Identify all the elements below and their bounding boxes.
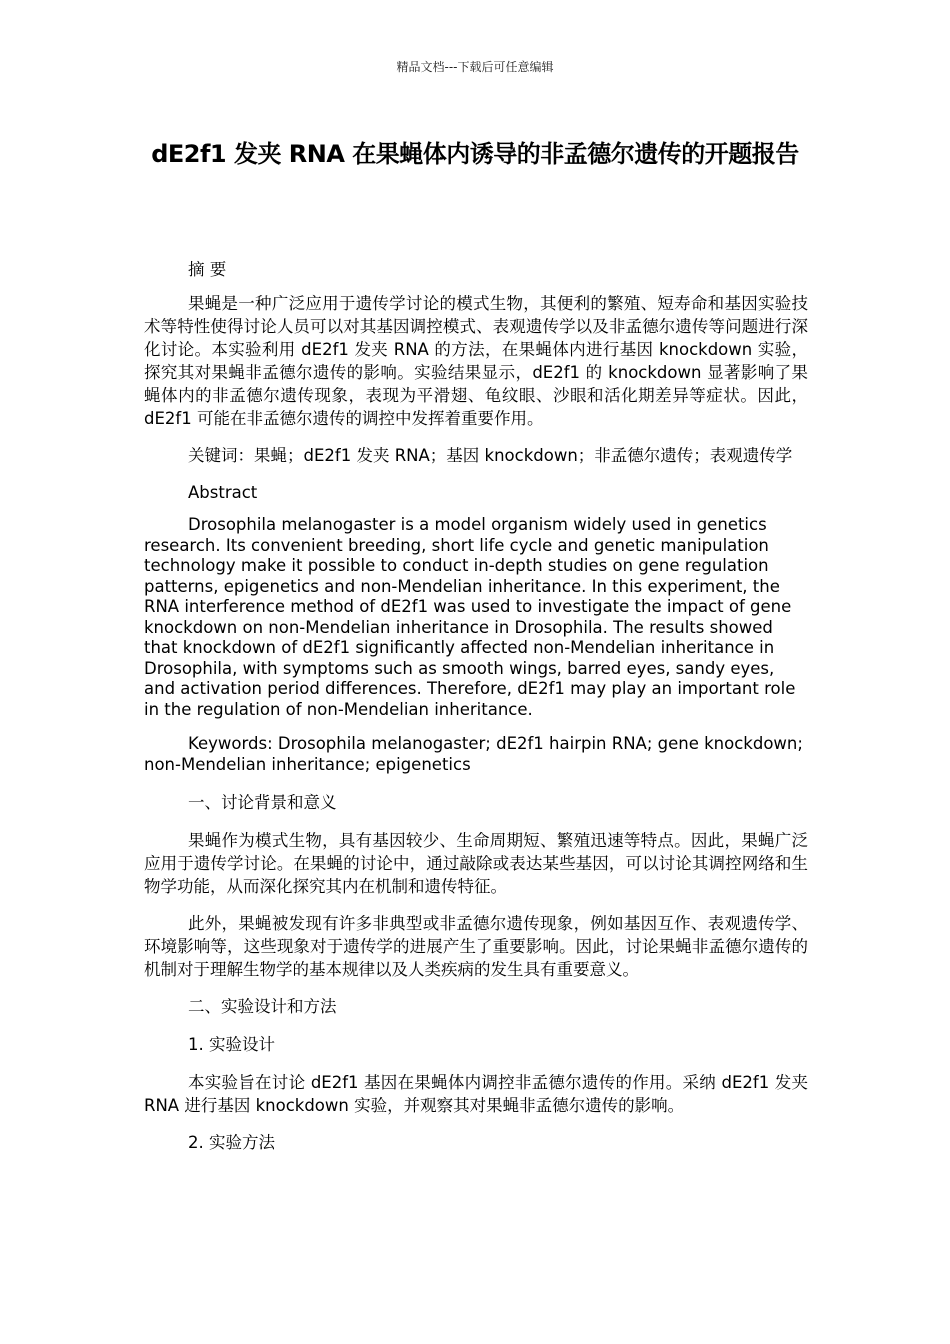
section2-sub2-heading: 2. 实验方法: [188, 1133, 275, 1152]
abstract-en-heading: Abstract: [188, 483, 258, 502]
section2-sub1-heading: 1. 实验设计: [188, 1035, 275, 1054]
document-title: dE2f1 发夹 RNA 在果蝇体内诱导的非孟德尔遗传的开题报告: [151, 140, 799, 168]
section1-para1: 果蝇作为模式生物，具有基因较少、生命周期短、繁殖迅速等特点。因此，果蝇广泛应用于遗传学讨论。在果蝇的讨论中，通过敲除或表达某些基因，可以讨论其调控网络和生物学功能，从而深化探究其内在机制和遗传特征。: [144, 831, 808, 896]
section2-sub1-body: 本实验旨在讨论 dE2f1 基因在果蝇体内调控非孟德尔遗传的作用。采纳 dE2f1 发夹 RNA 进行基因 knockdown 实验，并观察其对果蝇非孟德尔遗传的影响。: [144, 1073, 808, 1115]
abstract-cn-body: 果蝇是一种广泛应用于遗传学讨论的模式生物，其便利的繁殖、短寿命和基因实验技术等特性使得讨论人员可以对其基因调控模式、表观遗传学以及非孟德尔遗传等问题进行深化讨论。本实验利用 dE2f1 发夹 RNA 的方法，在果蝇体内进行基因 knockdown 实验，探究其对果蝇非孟德尔遗传的影响。实验结果显示，dE2f1 的 knockdown 显著影响了果蝇体内的非孟德尔遗传现象，表现为平滑翅、龟纹眼、沙眼和活化期差异等症状。因此，dE2f1 可能在非孟德尔遗传的调控中发挥着重要作用。: [144, 294, 808, 428]
abstract-cn-keywords: 关键词：果蝇；dE2f1 发夹 RNA；基因 knockdown；非孟德尔遗传；表观遗传学: [188, 446, 793, 465]
abstract-en-body: Drosophila melanogaster is a model organism widely used in genetics research. Its convenient breeding, short life cycle and genetic manipulation technology make it possible to conduct in-depth studies on gene regulation patterns, epigenetics and non-Mendelian inheritance. In this experiment, the RNA interference method of dE2f1 was used to investigate the impact of gene knockdown on non-Mendelian inheritance in Drosophila. The results showed that knockdown of dE2f1 significantly affected non-Mendelian inheritance in Drosophila, with symptoms such as smooth wings, barred eyes, sandy eyes, and activation period differences. Therefore, dE2f1 may play an important role in the regulation of non-Mendelian inheritance.: [144, 515, 796, 719]
abstract-en-keywords: Keywords: Drosophila melanogaster; dE2f1 hairpin RNA; gene knockdown; non-Mendelian inheritance; epigenetics: [144, 734, 803, 774]
section1-heading: 一、讨论背景和意义: [188, 793, 337, 812]
section1-para2: 此外，果蝇被发现有许多非典型或非孟德尔遗传现象，例如基因互作、表观遗传学、环境影响等，这些现象对于遗传学的进展产生了重要影响。因此，讨论果蝇非孟德尔遗传的机制对于理解生物学的基本规律以及人类疾病的发生具有重要意义。: [144, 914, 808, 979]
document-body: [144, 258, 808, 1169]
section2-heading: 二、实验设计和方法: [188, 997, 337, 1016]
abstract-cn-heading: 摘 要: [188, 260, 227, 279]
header-note: 精品文档---下载后可任意编辑: [396, 60, 554, 74]
